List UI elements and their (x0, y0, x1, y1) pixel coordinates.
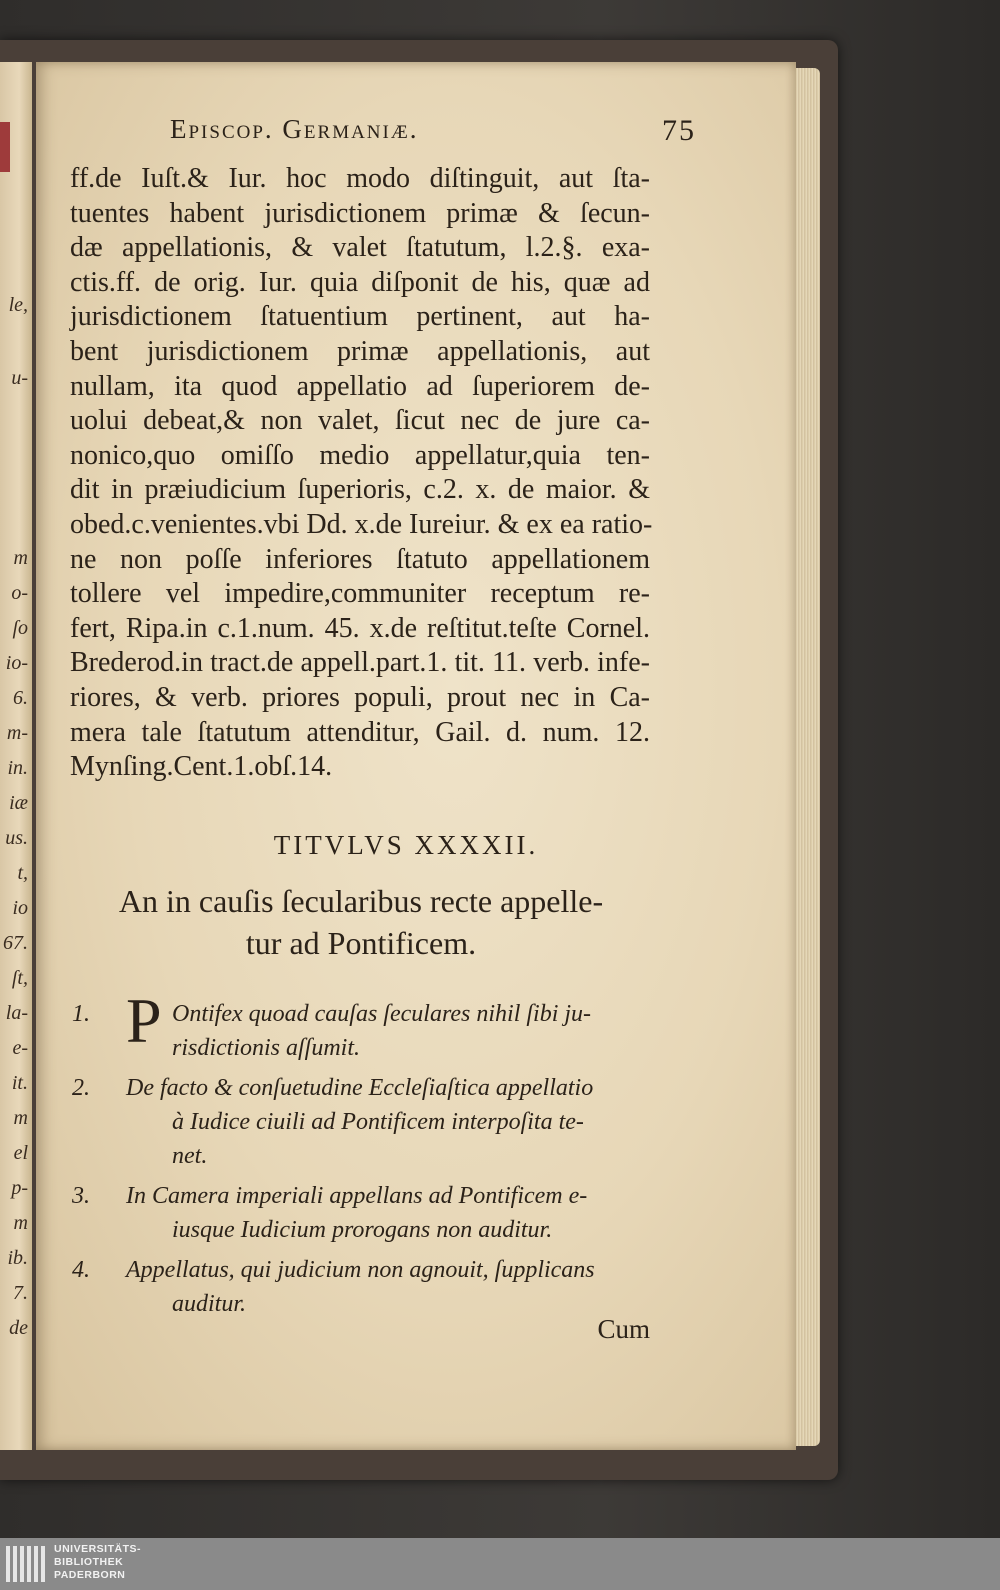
item-number: 3. (72, 1183, 90, 1209)
text-line: obed.c.venientes.vbi Dd. x.de Iureiur. & ex ea ratio- (70, 508, 653, 540)
text-line: nonico,quo omiſſo medio appellatur,quia ten- (70, 439, 650, 471)
library-name (54, 1543, 141, 1582)
text-line: dit in præiudicium ſuperioris, c.2. x. de maior. & (70, 474, 650, 506)
library-logo-icon (6, 1546, 48, 1582)
text-line: nullam, ita quod appellatio ad ſuperiorem de- (70, 370, 650, 402)
page-number: 75 (662, 114, 696, 147)
previous-page-fragment: le, (8, 294, 28, 316)
library-name-line: UNIVERSITÄTS- (54, 1543, 142, 1555)
previous-page-fragment: io- (5, 652, 28, 674)
text-line: jurisdictionem ſtatuentium pertinent, aut ha- (70, 301, 650, 333)
item-text: net. (172, 1143, 208, 1169)
summary-item (66, 1071, 656, 1173)
previous-page-fragment: iæ (9, 792, 28, 814)
previous-page-fragment: 67. (3, 932, 28, 954)
previous-page-fragment: it. (11, 1072, 28, 1094)
item-text: De facto & conſuetudine Eccleſiaſtica appellatio (126, 1075, 594, 1101)
previous-page-fragment: m- (6, 722, 28, 744)
text-line: Brederod.in tract.de appell.part.1. tit. 11. verb. infe- (70, 647, 650, 679)
item-number: 2. (72, 1075, 90, 1101)
text-line: Mynſing.Cent.1.obſ.14. (70, 751, 333, 783)
text-line: riores, & verb. priores populi, prout nec in Ca- (70, 681, 650, 713)
previous-page-fragment: la- (5, 1002, 28, 1024)
previous-page-fragment: el (13, 1142, 28, 1164)
text-line: tuentes habent jurisdictionem primæ & ſecun- (70, 197, 650, 229)
running-head (136, 114, 696, 154)
previous-page-fragment: m (13, 1107, 28, 1129)
summary-list (66, 985, 656, 1327)
item-text: Appellatus, qui judicium non agnouit, ſupplicans (126, 1257, 595, 1283)
text-line: ff.de Iuſt.& Iur. hoc modo diſtinguit, aut ſta- (70, 163, 650, 194)
previous-page-fragment: o- (11, 582, 28, 604)
previous-page-fragment: in. (7, 757, 28, 779)
previous-page-fragment: ſo (12, 617, 28, 639)
text-line: tollere vel impedire,communiter receptum re- (70, 578, 650, 610)
item-text: risdictionis aſſumit. (172, 1035, 361, 1061)
item-text: Ontifex quoad cauſas ſeculares nihil ſibi ju- (172, 1001, 592, 1027)
library-footer (0, 1538, 1000, 1590)
text-line: ctis.ff. de orig. Iur. quia diſponit de his, quæ ad (70, 266, 650, 298)
item-text: à Iudice ciuili ad Pontificem interpoſita te- (172, 1109, 584, 1135)
previous-page-fragment: 6. (13, 687, 28, 709)
item-text: In Camera imperiali appellans ad Pontificem e- (126, 1183, 588, 1209)
running-title: Episcop. Germaniæ. (170, 114, 419, 144)
item-number: 1. (72, 1001, 90, 1027)
previous-page-fragment: p- (11, 1177, 28, 1199)
previous-page-fragment: e- (12, 1037, 28, 1059)
previous-page-fragment: ſt, (11, 967, 28, 989)
previous-page-fragment: t, (17, 862, 28, 884)
red-page-edge (0, 122, 10, 172)
drop-initial: P (126, 985, 162, 1056)
item-text: iusque Iudicium prorogans non auditur. (172, 1217, 553, 1243)
text-line: ne non poſſe inferiores ſtatuto appellationem (70, 543, 650, 575)
summary-item (66, 985, 656, 1065)
text-line: bent jurisdictionem primæ appellationis, aut (70, 335, 650, 367)
item-number: 4. (72, 1257, 90, 1283)
text-line: mera tale ſtatutum attenditur, Gail. d. num. 12. (70, 716, 650, 748)
summary-item (66, 1179, 656, 1247)
library-name-line: BIBLIOTHEK (54, 1556, 124, 1568)
section-title: TITVLVS XXXXII. (273, 830, 539, 860)
previous-page-fragment: us. (5, 827, 28, 849)
item-text: auditur. (172, 1291, 247, 1317)
previous-page-fragment: ib. (7, 1247, 28, 1269)
catchword: Cum (597, 1314, 650, 1344)
previous-page-fragment: 7. (13, 1282, 28, 1304)
previous-page-fragment: io (12, 897, 28, 919)
previous-page-fragment: de (9, 1317, 28, 1339)
subtitle-line: An in cauſis ſecularibus recte appelle- (118, 883, 604, 919)
text-line: fert, Ripa.in c.1.num. 45. x.de reſtitut.teſte Cornel. (70, 612, 650, 644)
previous-page-fragment: u- (11, 367, 28, 389)
text-line: uolui debeat,& non valet, ſicut nec de jure ca- (70, 405, 650, 437)
section-subtitle (66, 880, 656, 964)
book-page (36, 62, 796, 1450)
library-name-line: PADERBORN (54, 1569, 126, 1581)
previous-page-fragment: m (13, 1212, 28, 1234)
previous-page-fragment: m (13, 547, 28, 569)
previous-page-edge (0, 62, 32, 1450)
body-paragraph (70, 162, 653, 785)
text-line: dæ appellationis, & valet ſtatutum, l.2.§. exa- (70, 232, 650, 264)
summary-item (66, 1253, 656, 1321)
subtitle-line: tur ad Pontificem. (245, 925, 477, 961)
